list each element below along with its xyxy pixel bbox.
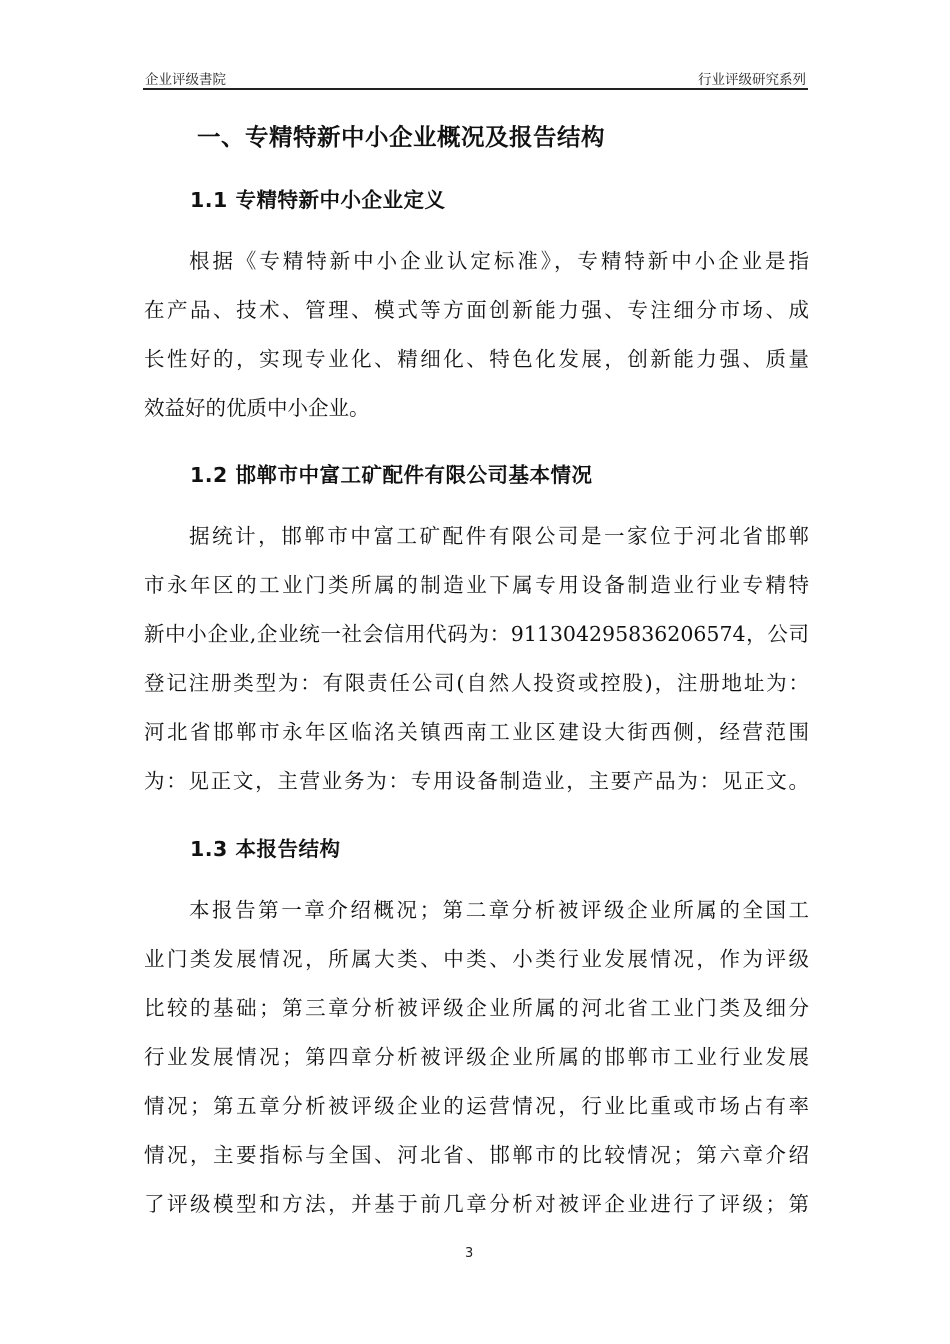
paragraph-line: 业门类发展情况，所属大类、中类、小类行业发展情况，作为评级 — [144, 947, 809, 971]
paragraph-line: 据统计，邯郸市中富工矿配件有限公司是一家位于河北省邯郸 — [189, 524, 809, 548]
section-1-3-paragraph — [144, 886, 809, 1229]
chapter-title: 一、专精特新中小企业概况及报告结构 — [197, 123, 605, 151]
header-left-title: 企业评级書院 — [145, 72, 226, 88]
paragraph-line: 登记注册类型为：有限责任公司(自然人投资或控股)，注册地址为： — [144, 671, 809, 695]
paragraph-line: 长性好的，实现专业化、精细化、特色化发展，创新能力强、质量 — [144, 347, 809, 371]
paragraph-line: 根据《专精特新中小企业认定标准》，专精特新中小企业是指 — [189, 249, 809, 273]
page-number: 3 — [465, 1246, 474, 1261]
paragraph-line: 了评级模型和方法，并基于前几章分析对被评企业进行了评级；第 — [144, 1192, 809, 1216]
paragraph-line: 情况；第五章分析被评级企业的运营情况，行业比重或市场占有率 — [144, 1094, 809, 1118]
paragraph-line: 情况，主要指标与全国、河北省、邯郸市的比较情况；第六章介绍 — [144, 1143, 809, 1167]
paragraph-line: 比较的基础；第三章分析被评级企业所属的河北省工业门类及细分 — [144, 996, 809, 1020]
paragraph-line: 为：见正文，主营业务为：专用设备制造业，主要产品为：见正文。 — [144, 769, 809, 793]
paragraph-line: 行业发展情况；第四章分析被评级企业所属的邯郸市工业行业发展 — [144, 1045, 809, 1069]
paragraph-line: 效益好的优质中小企业。 — [144, 396, 370, 420]
header-right-title: 行业评级研究系列 — [698, 72, 806, 88]
section-heading-1-3: 1.3 本报告结构 — [190, 837, 341, 861]
page-header — [143, 66, 808, 90]
paragraph-line: 本报告第一章介绍概况；第二章分析被评级企业所属的全国工 — [189, 898, 809, 922]
section-heading-1-2: 1.2 邯郸市中富工矿配件有限公司基本情况 — [190, 463, 593, 487]
section-1-1-paragraph — [144, 237, 809, 433]
paragraph-line: 新中小企业,企业统一社会信用代码为：911304295836206574，公司 — [144, 622, 809, 646]
paragraph-line: 市永年区的工业门类所属的制造业下属专用设备制造业行业专精特 — [144, 573, 809, 597]
paragraph-line: 在产品、技术、管理、模式等方面创新能力强、专注细分市场、成 — [144, 298, 809, 322]
section-heading-1-1: 1.1 专精特新中小企业定义 — [190, 188, 446, 212]
paragraph-line: 河北省邯郸市永年区临洺关镇西南工业区建设大街西侧，经营范围 — [144, 720, 809, 744]
section-1-2-paragraph — [144, 512, 809, 806]
